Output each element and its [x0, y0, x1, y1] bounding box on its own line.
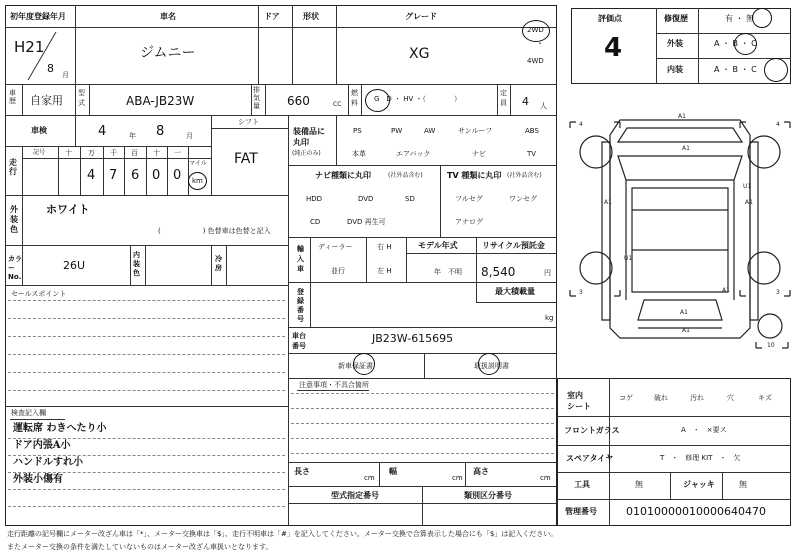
manual-label: 取扱説明書	[474, 362, 509, 370]
sales-point-label: セールスポイント	[11, 290, 67, 298]
year-label: 初年度登録年月	[10, 12, 66, 21]
equip-abs: ABS	[525, 127, 539, 135]
footer-line-1: 走行距離の記号欄にメーター改ざん車は「*」、メーター交換車は「$」、走行不明車は「#」を記入してください。メーター交換で合算表示した場合にも「$」は記入ください。	[7, 530, 558, 538]
import-left-h: 左 H	[377, 267, 392, 275]
interior-label: 内装	[667, 65, 683, 74]
displacement-label: 排 気 量	[253, 86, 260, 110]
mileage-unit-3: 千	[110, 149, 117, 157]
tv-oneseg: ワンセグ	[509, 195, 537, 203]
warranty-circle	[353, 353, 375, 375]
inspection-year: 4	[98, 124, 107, 139]
diag-mark-1: A1	[678, 113, 686, 120]
recycle-label: リサイクル預託金	[482, 241, 545, 250]
car-name: ジムニー	[140, 45, 196, 61]
registration-label: 登 録 番 号	[297, 288, 304, 323]
width-label: 幅	[389, 467, 397, 476]
inspector-label: 検査記入欄	[11, 409, 46, 417]
mileage-unit-1: 十	[65, 149, 72, 157]
height-label: 高さ	[473, 467, 489, 476]
mileage-digit-6: 0	[173, 168, 182, 183]
tools-label: 工具	[574, 480, 590, 489]
navi-dvd-play: DVD 再生可	[347, 218, 386, 226]
import-dealer: ディーラー	[318, 243, 353, 251]
seat-opt-2: 破れ	[654, 394, 668, 402]
mile-label: マイル	[189, 160, 207, 167]
manual-circle	[478, 353, 500, 375]
jack-value: 無	[739, 480, 747, 489]
displacement-unit: CC	[333, 101, 342, 108]
mileage-unit-4: 百	[131, 149, 138, 157]
notes-label: 注意事項・不具合箇所	[299, 381, 369, 389]
model-label: 型 式	[78, 89, 85, 107]
diag-mark-7: A1	[680, 309, 688, 316]
exterior-options: A ・ B ・ C	[714, 39, 757, 48]
model-year-value: 年 不明	[434, 268, 462, 276]
max-load-label: 最大積載量	[495, 287, 535, 296]
km-circle	[188, 172, 207, 190]
inspector-line-3: ハンドルすれ小	[13, 457, 83, 468]
inspection-label: 車検	[31, 126, 47, 135]
seats-label: 室内 シート	[567, 391, 591, 411]
chassis-label: 車台 番号	[292, 332, 306, 350]
repair-circle	[752, 8, 772, 28]
windshield-options: A ・ ×要ス	[681, 426, 727, 434]
equip-tv: TV	[527, 150, 537, 158]
car-diagram	[562, 100, 798, 360]
seat-opt-4: 穴	[727, 394, 734, 402]
score-value: 4	[604, 33, 623, 63]
navi-sub: (社外品含む)	[388, 172, 423, 179]
year-value: H21	[14, 38, 45, 56]
jack-label: ジャッキ	[683, 480, 715, 489]
tire-label-1: 4	[579, 121, 583, 128]
name-label: 車名	[160, 12, 176, 21]
equip-pw: PW	[391, 127, 403, 135]
management-value: 01010000010000640470	[626, 505, 766, 518]
spare-options: T ・ 修理 KIT ・ 欠	[660, 454, 741, 462]
mileage-digit-2: 4	[87, 168, 96, 183]
month-value: 8	[47, 62, 54, 75]
color-label: 外 装 色	[10, 205, 18, 234]
class-number-label: 類別区分番号	[464, 491, 512, 500]
grade-label: グレード	[405, 12, 437, 21]
tools-value: 無	[635, 480, 643, 489]
mileage-label: 走 行	[9, 158, 17, 176]
capacity-unit: 人	[540, 102, 547, 110]
mileage-unit-5: 十	[153, 149, 160, 157]
tire-label-3: 3	[579, 289, 583, 296]
equip-sunroof: サンルーフ	[458, 127, 493, 135]
drive-4wd: 4WD	[527, 57, 544, 65]
seat-opt-3: 汚れ	[690, 394, 704, 402]
recycle-unit: 円	[544, 269, 551, 277]
inspector-line-2: ドア内張A小	[13, 440, 71, 451]
mileage-unit-2: 万	[88, 149, 95, 157]
diag-mark-5: A1	[745, 199, 753, 206]
capacity-label: 定 員	[500, 89, 507, 107]
color-code-label: カラー No.	[8, 255, 22, 281]
mileage-unit-6: 一	[174, 149, 181, 157]
ac-label: 冷 房	[215, 255, 222, 272]
equip-ps: PS	[353, 127, 362, 135]
shift-title: シフト	[238, 118, 259, 126]
grade-value: XG	[409, 46, 430, 62]
interior-options: A ・ B ・ C	[714, 65, 757, 74]
model-value: ABA-JB23W	[126, 94, 195, 108]
drive-2wd: 2WD	[527, 26, 544, 34]
shift-label: FAT	[234, 151, 258, 167]
tire-label-5: 10	[767, 342, 775, 349]
km-label: km	[192, 177, 203, 185]
displacement-value: 660	[287, 94, 310, 108]
equip-airbag: エアバック	[396, 150, 431, 158]
navi-sd: SD	[405, 195, 415, 203]
diag-mark-9: A1	[682, 327, 690, 334]
color-value: ホワイト	[46, 203, 90, 216]
chassis-value: JB23W-615695	[372, 332, 454, 345]
drive-circle	[522, 20, 550, 42]
navi-hdd: HDD	[306, 195, 323, 203]
diag-mark-4: A1	[604, 199, 612, 206]
equipment-label: 装備品に 丸印	[293, 127, 325, 147]
fuel-options: G D ・ HV ・（ ）	[374, 95, 462, 103]
type-number-label: 型式指定番号	[331, 491, 379, 500]
tv-analog: アナログ	[455, 218, 483, 226]
equipment-sublabel: (純正のみ)	[292, 150, 321, 157]
mileage-digit-5: 0	[152, 168, 161, 183]
diag-mark-6: U1	[624, 255, 633, 262]
inspection-month: 8	[156, 124, 165, 139]
inspector-line-1: 運転席 わきへたり小	[13, 423, 107, 434]
score-label: 評価点	[598, 14, 622, 23]
navi-cd: CD	[310, 218, 321, 226]
spare-label: スペアタイヤ	[566, 454, 614, 463]
import-parallel: 並行	[331, 267, 345, 275]
navi-dvd: DVD	[358, 195, 374, 203]
tv-fullseg: フルセグ	[455, 195, 483, 203]
diag-mark-3: U1	[743, 183, 752, 190]
repair-label: 修復歴	[664, 14, 688, 23]
shape-label: 形状	[303, 12, 319, 21]
month-unit: 月	[62, 71, 69, 79]
tv-sub: (社外品含む)	[507, 172, 542, 179]
color-code-value: 26U	[63, 259, 86, 272]
drive-dot: ・	[536, 39, 544, 48]
exterior-circle	[734, 33, 757, 55]
max-load-unit: kg	[545, 314, 554, 322]
navi-label: ナビ種類に丸印	[315, 171, 371, 180]
fuel-label: 燃 料	[351, 89, 358, 107]
inspection-year-unit: 年	[129, 132, 136, 140]
model-year-label: モデル年式	[418, 241, 458, 250]
equip-navi: ナビ	[472, 150, 486, 158]
category-label: 車 歴	[9, 89, 16, 105]
seat-opt-1: コゲ	[619, 394, 633, 402]
equip-aw: AW	[424, 127, 436, 135]
height-unit: cm	[540, 474, 551, 482]
warranty-label: 新車保証書	[338, 362, 373, 370]
footer-line-2: またメーター交換の条件を満たしていないものはメーター改ざん車扱いとなります。	[7, 543, 273, 551]
import-right-h: 右 H	[377, 243, 392, 251]
mileage-digit-3: 7	[109, 168, 118, 183]
fuel-circle	[365, 89, 390, 112]
mileage-code-label: 記号	[33, 149, 46, 156]
exterior-label: 外装	[667, 39, 683, 48]
diag-mark-8: A1	[722, 287, 730, 294]
inspection-month-unit: 月	[186, 132, 193, 140]
interior-circle	[764, 58, 788, 82]
tire-label-2: 4	[776, 121, 780, 128]
mileage-digit-4: 6	[131, 168, 140, 183]
color-note: ( ) 色替車は色替と記入	[158, 227, 271, 235]
management-label: 管理番号	[565, 507, 597, 516]
tv-label: TV 種類に丸印	[447, 171, 502, 180]
capacity-value: 4	[522, 95, 529, 108]
category-value: 自家用	[30, 94, 63, 107]
inspector-line-4: 外装小傷有	[13, 474, 63, 485]
seat-opt-5: キズ	[758, 394, 772, 402]
tire-label-4: 3	[776, 289, 780, 296]
recycle-value: 8,540	[481, 265, 516, 279]
repair-options: 有 ・ 無	[725, 14, 755, 23]
length-unit: cm	[364, 474, 375, 482]
width-unit: cm	[452, 474, 463, 482]
equip-leather: 本革	[352, 150, 366, 158]
length-label: 長さ	[294, 467, 310, 476]
diag-mark-2: A1	[682, 145, 690, 152]
windshield-label: フロントガラス	[564, 426, 620, 435]
import-label: 輸 入 車	[297, 245, 304, 273]
interior-color-label: 内 装 色	[133, 251, 140, 277]
door-label: ドア	[264, 12, 280, 21]
